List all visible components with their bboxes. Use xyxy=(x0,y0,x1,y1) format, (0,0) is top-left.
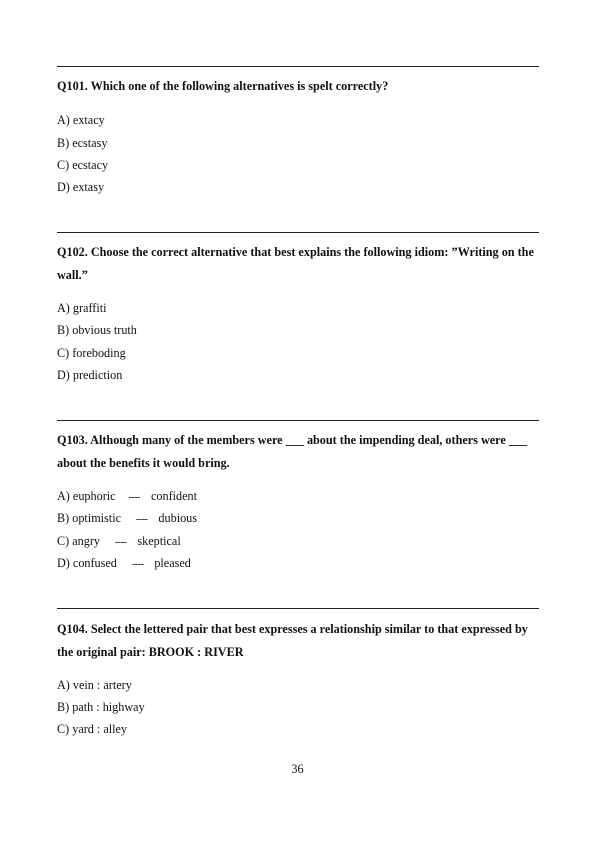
option-first-word: B) optimistic xyxy=(57,511,121,525)
separator-dashes: ---- xyxy=(115,537,127,548)
option-a-q102: A) graffiti xyxy=(57,301,107,315)
separator-dashes: ---- xyxy=(131,559,144,570)
option-c-q102: C) foreboding xyxy=(57,346,126,360)
divider-rule xyxy=(57,66,539,67)
page-number: 36 xyxy=(291,762,304,776)
option-c-q101: C) ecstacy xyxy=(57,158,109,172)
option-second-word: skeptical xyxy=(137,534,181,548)
question-stem-q102: Q102. Choose the correct alternative that best explains the following idiom: ”Writing on the wall.” xyxy=(57,245,534,282)
option-d-q102: D) prediction xyxy=(57,368,123,382)
option-second-word: confident xyxy=(150,489,197,503)
option-b-q103 xyxy=(57,511,197,527)
option-b-q104: B) path : highway xyxy=(57,700,145,714)
question-stem-q104: Q104. Select the lettered pair that best expresses a relationship similar to that expressed by the original pair: BROOK : RIVER xyxy=(57,622,528,659)
option-b-q102: B) obvious truth xyxy=(57,323,137,337)
option-b-q101: B) ecstasy xyxy=(57,136,108,150)
option-d-q103 xyxy=(57,556,191,572)
option-second-word: dubious xyxy=(158,511,198,525)
option-first-word: D) confused xyxy=(57,556,117,570)
option-second-word: pleased xyxy=(154,556,191,570)
option-d-q101: D) extasy xyxy=(57,180,105,194)
separator-dashes: ---- xyxy=(136,514,148,525)
option-c-q103 xyxy=(57,534,181,550)
separator-dashes: ---- xyxy=(128,492,140,503)
question-stem-q103: Q103. Although many of the members were ___ about the impending deal, others were ___ about the benefits it would bring. xyxy=(57,433,528,470)
option-first-word: A) euphoric xyxy=(57,489,116,503)
divider-rule xyxy=(57,232,539,233)
option-first-word: C) angry xyxy=(57,534,100,548)
divider-rule xyxy=(57,608,539,609)
option-a-q101: A) extacy xyxy=(57,113,105,127)
option-a-q103 xyxy=(57,489,197,505)
divider-rule xyxy=(57,420,539,421)
option-c-q104: C) yard : alley xyxy=(57,722,128,736)
option-a-q104: A) vein : artery xyxy=(57,678,132,692)
question-stem-q101: Q101. Which one of the following alternatives is spelt correctly? xyxy=(57,79,389,93)
